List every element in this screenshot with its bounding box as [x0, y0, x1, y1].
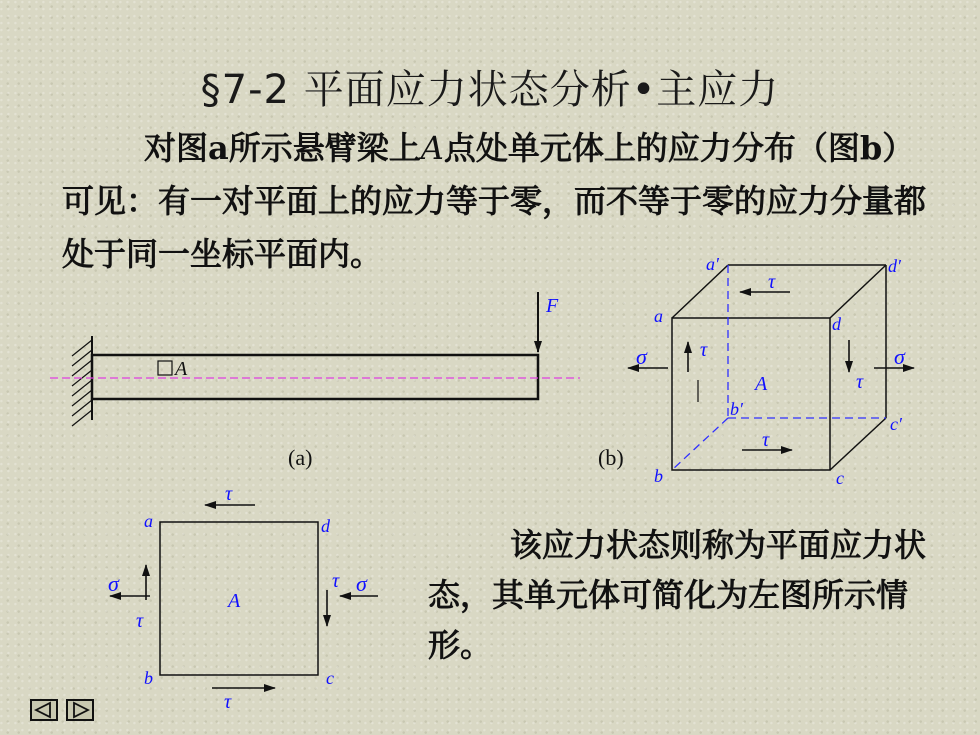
plane-label-d: d: [321, 516, 330, 536]
tau-right: τ: [856, 371, 864, 393]
plane-stress-paragraph: 该应力状态则称为平面应力状态，其单元体可简化为左图所示情形。: [428, 526, 927, 664]
force-label: F: [546, 295, 559, 317]
triangle-right-icon: [68, 701, 92, 719]
tau-left: τ: [700, 339, 708, 361]
label-center-a: A: [755, 373, 768, 395]
plane-tau-bottom: τ: [224, 691, 232, 713]
plane-tau-left: τ: [136, 610, 144, 632]
label-a: a: [654, 306, 663, 326]
plane-sigma-right: σ: [356, 571, 367, 596]
label-d: d: [832, 314, 841, 334]
label-c: c: [836, 468, 844, 488]
point-a-label: A: [175, 358, 188, 380]
label-a-prime: a′: [706, 254, 719, 274]
label-d-prime: d′: [888, 256, 901, 276]
plane-sigma-left: σ: [108, 571, 119, 596]
prev-slide-button[interactable]: [30, 699, 58, 721]
plane-label-center: A: [228, 590, 241, 612]
plane-label-a: a: [144, 511, 153, 531]
next-slide-button[interactable]: [66, 699, 94, 721]
figure-c-plane-element: [108, 483, 378, 713]
caption-a: (a): [288, 445, 313, 470]
figure-b-3d-element: [598, 254, 914, 488]
intro-paragraph: 对图a所示悬臂梁上A点处单元体上的应力分布（图b）可见：有一对平面上的应力等于零，而不等于零的应力分量都处于同一坐标平面内。: [62, 129, 927, 273]
tau-top: τ: [768, 271, 776, 293]
plane-tau-top: τ: [225, 483, 233, 505]
sigma-right: σ: [894, 344, 905, 369]
plane-tau-right: τ: [332, 570, 340, 592]
label-b: b: [654, 466, 663, 486]
tau-bottom: τ: [762, 429, 770, 451]
figure-a-cantilever: [50, 292, 580, 470]
caption-b: (b): [598, 445, 624, 470]
triangle-left-icon: [32, 701, 56, 719]
support-hatching: [72, 340, 92, 426]
plane-label-c: c: [326, 668, 334, 688]
label-c-prime: c′: [890, 414, 902, 434]
beam: [92, 355, 538, 399]
slide-title: §7-2 平面应力状态分析•主应力: [200, 67, 780, 113]
label-b-prime: b′: [730, 399, 743, 419]
sigma-left: σ: [636, 344, 647, 369]
element-marker: [158, 361, 172, 375]
plane-label-b: b: [144, 668, 153, 688]
